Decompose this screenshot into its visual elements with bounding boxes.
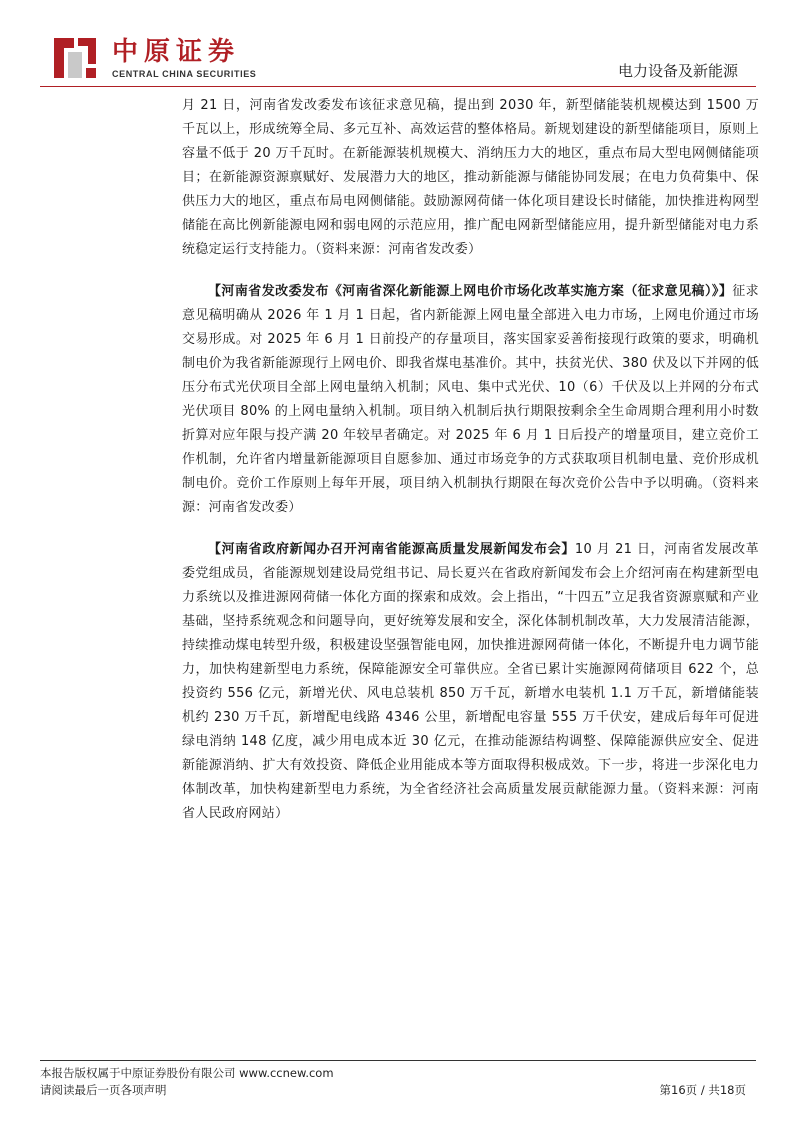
copyright-notice: 本报告版权属于中原证券股份有限公司 www.ccnew.com: [40, 1066, 334, 1080]
paragraph-text: 10 月 21 日，河南省发展改革委党组成员，省能源规划建设局党组书记、局长夏兴在省政府新闻发布会上介绍河南在构建新型电力系统以及推进源网荷储一体化方面的探索和成效。会上指出，“十四五”立足我省资源禀赋和产业基础，坚持系统观念和问题导向，更好统筹发展和安全，深化体制机制改革，大力发展清洁能源，持续推动煤电转型升级，积极建设坚强智能电网，加快推进源网荷储一体化，不断提升电力调节能力，加快构建新型电力系统，保障能源安全可靠供应。全省已累计实施源网荷储项目 622 个，总投资约 556 亿元，新增光伏、风电总装机 850 万千瓦，新增水电装机 1.1 万千瓦，新增储能装机约 230 万千瓦，新增配电线路 4346 公里，新增配电容量 555 万千伏安，建成后每年可促进绿电消纳 148 亿度，减少用电成本近 30 亿元，在推动能源结构调整、保障能源供应安全、促进新能源消纳、扩大有效投资、降低企业用能成本等方面取得积极成效。下一步，将进一步深化电力体制改革，加快构建新型电力系统，为全省经济社会高质量发展贡献能源力量。（资料来源：河南省人民政府网站）: [182, 542, 759, 821]
header-divider: [40, 86, 756, 87]
paragraph-headline: 【河南省政府新闻办召开河南省能源高质量发展新闻发布会】: [208, 542, 575, 557]
disclaimer-notice: 请阅读最后一页各项声明: [40, 1083, 167, 1097]
paragraph-text: 征求意见稿明确从 2026 年 1 月 1 日起，省内新能源上网电量全部进入电力市场，上网电价通过市场交易形成。对 2025 年 6 月 1 日前投产的存量项目，落实国家妥善衔接现行政策的要求，明确机制电价为我省新能源现行上网电价、即我省煤电基准价。其中，扶贫光伏、380 伏及以下并网的低压分布式光伏项目全部上网电量纳入机制；风电、集中式光伏、10（6）千伏及以上并网的分布式光伏项目 80% 的上网电量纳入机制。项目纳入机制后执行期限按剩余全生命周期合理利用小时数折算对应年限与投产满 20 年较早者确定。对 2025 年 6 月 1 日后投产的增量项目，建立竞价工作机制，允许省内增量新能源项目自愿参加、通过市场竞争的方式获取项目机制电量、竞价形成机制电价。竞价工作原则上每年开展，项目纳入机制执行期限在每次竞价公告中予以明确。（资料来源：河南省发改委）: [182, 284, 759, 515]
logo-chinese-name: 中原证券: [112, 37, 241, 67]
news-paragraph-3: [182, 538, 759, 826]
page-number: 第16页 / 共18页: [659, 1083, 746, 1097]
news-paragraph-1: [182, 94, 759, 262]
company-logo-icon: [52, 34, 98, 80]
logo-english-name: CENTRAL CHINA SECURITIES: [112, 69, 257, 79]
paragraph-headline: 【河南省发改委发布《河南省深化新能源上网电价市场化改革实施方案（征求意见稿）》】: [208, 284, 733, 299]
paragraph-text: 月 21 日，河南省发改委发布该征求意见稿，提出到 2030 年，新型储能装机规模达到 1500 万千瓦以上，形成统筹全局、多元互补、高效运营的整体格局。新规划建设的新型储能项目，原则上容量不低于 20 万千瓦时。在新能源装机规模大、消纳压力大的地区，重点布局大型电网侧储能项目；在新能源资源禀赋好、发展潜力大的地区，推动新能源与储能协同发展；在电力负荷集中、保供压力大的地区，重点布局电网侧储能。鼓励源网荷储一体化项目建设长时储能，加快推进构网型储能在高比例新能源电网和弱电网的示范应用，推广配电网新型储能应用，提升新型储能对电力系统稳定运行支持能力。（资料来源：河南省发改委）: [182, 98, 759, 257]
report-body: [182, 94, 759, 844]
section-title: 电力设备及新能源: [617, 62, 738, 80]
news-paragraph-2: [182, 280, 759, 520]
footer-divider: [40, 1060, 756, 1061]
page-header: [0, 0, 794, 92]
